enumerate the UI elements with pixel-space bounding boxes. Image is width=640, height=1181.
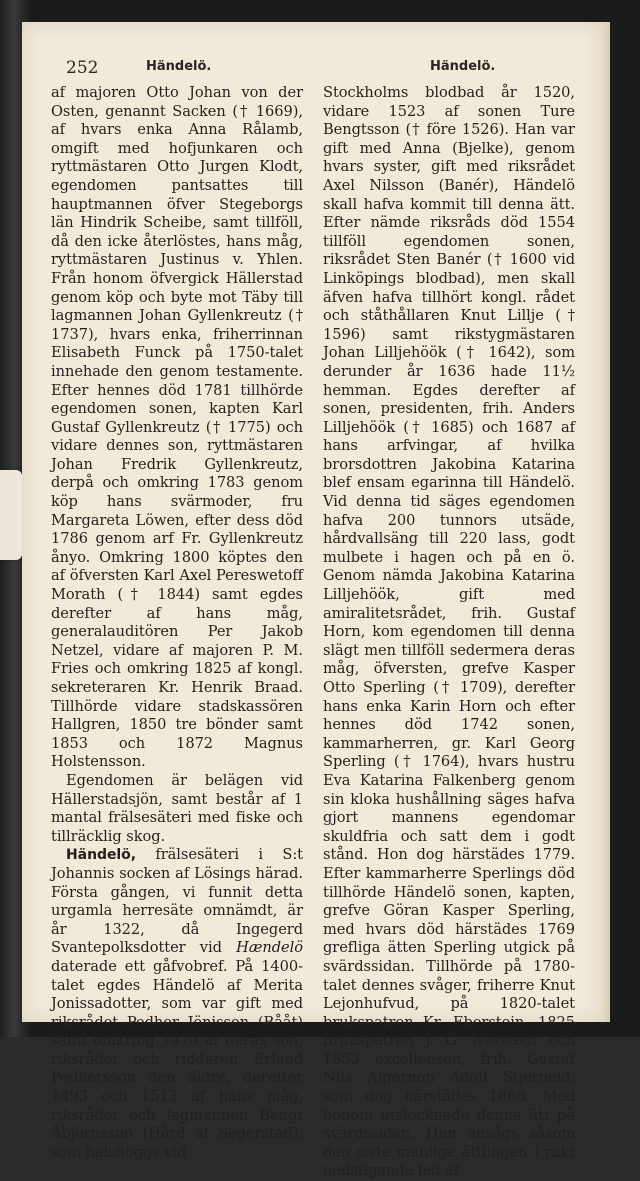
entry-text-start: frälsesäteri i S:t Johannis socken af Lösings härad. Första gången, vi funnit detta urgamla herresäte omnämdt, är år 1322, då Ingegerd Svantepolksdotter vid bbox=[51, 846, 303, 957]
entry-italic-name: Hændelö bbox=[236, 939, 303, 957]
right-column bbox=[323, 84, 575, 1181]
paragraph-handelo-continued: Stockholms blodbad år 1520, vidare 1523 af sonen Ture Bengtsson († före 1526). Han var gift med Anna (Bjelke), genom hvars syster, gift med riksrådet Axel Nilsson (Banér), Händelö skall hafva kommit till denna ätt. Efter nämde riksråds död 1554 tillföll egendomen sonen, riksrådet Sten Banér († 1600 vid Linköpings blodbad), men skall äfven hafva tillhört kongl. rådet och ståthållaren Knut Lillje († 1596) samt rikstygmästaren Johan Lilljehöök († 1642), som derunder år 1636 hade 11½ hemman. Egdes derefter af sonen, presidenten, frih. Anders Lilljehöök († 1685) och 1687 af hans arfvingar, af hvilka brorsdottren Jakobina Katarina blef ensam egarinna till Händelö. Vid denna tid säges egendomen hafva 200 tunnors utsäde, hårdvallsäng till 220 lass, godt mulbete i hagen och på en ö. Genom nämda Jakobina Katarina Lilljehöök, gift med amiralitetsrådet, frih. Gustaf Horn, kom egendomen till denna slägt men tillföll sedermera deras måg, öfversten, grefve Kasper Otto Sperling († 1709), derefter hans enka Karin Horn och efter hennes död 1742 sonen, kammarherren, gr. Karl Georg Sperling († 1764), hvars hustru Eva Katarina Falkenberg genom sin kloka hushållning säges hafva gjort mannens egendomar skuldfria och satt dem i godt stånd. Hon dog härstädes 1779. Efter kammarherre Sperlings död tillhörde Händelö sonen, kapten, grefve Göran Kasper Sperling, med hvars död härstädes 1769 grefliga ätten Sperling utgick på svärdssidan. Tillhörde på 1780-talet dennes svåger, friherre Knut Lejonhufvud, på 1820-talet brukspatron Kr. Eberstein, 1825 brukspatron J. G. Norstedt och 1853 excellensen, frih. Gustaf Nils Algernon Adolf Stjerneld, som dog härstädes 1868. Med honom utslocknade denna ätt på svärdssidan. Han ansågs såsom den siste manlige ättlingen i rakt nedstigande led af bbox=[323, 84, 575, 1180]
page-edge bbox=[602, 22, 610, 1022]
binding-tab bbox=[0, 470, 22, 560]
entry-handelo bbox=[51, 846, 303, 1162]
running-head-left: Händelö. bbox=[146, 59, 212, 74]
running-head-right: Händelö. bbox=[430, 59, 496, 74]
page-number: 252 bbox=[66, 58, 99, 78]
left-column bbox=[51, 84, 303, 1162]
entry-text-end: daterade ett gåfvobref. På 1400-talet egdes Händelö af Merita Jonissadotter, som var gift med riksrådet Pedher Jönisson (Bååt) samt omkring 1470 af deras son, riksrådet och riddaren Erland Pedhersson den äldre, derefter 1493 och 1513 af hans måg, riksrådet och lagmannen Bengt Åbjörnsson (Hård af Segerstad), som halshöggs vid bbox=[51, 957, 303, 1161]
paragraph-hallerstad-history: af majoren Otto Johan von der Osten, genannt Sacken († 1669), af hvars enka Anna Rålamb, omgift med hofjunkaren och ryttmästaren Otto Jurgen Klodt, egendomen pantsattes till hauptmannen öfver Stegeborgs län Hindrik Scheibe, samt tillföll, då den icke återlöstes, hans måg, ryttmästaren Justinus v. Yhlen. Från honom öfvergick Hällerstad genom köp och byte mot Täby till lagmannen Johan Gyllenkreutz († 1737), hvars enka, friherrinnan Elisabeth Funck på 1750-talet innehade den genom testamente. Efter hennes död 1781 tillhörde egendomen sonen, kapten Karl Gustaf Gyllenkreutz († 1775) och vidare dennes son, ryttmästaren Johan Fredrik Gyllenkreutz, derpå och omkring 1783 genom köp hans svärmoder, fru Margareta Löwen, efter dess död 1786 genom arf Fr. Gyllenkreutz ånyo. Omkring 1800 köptes den af öfversten Karl Axel Pereswetoff Morath († 1844) samt egdes derefter af hans måg, generalauditören Per Jakob Netzel, vidare af majoren P. M. Fries och omkring 1825 af kongl. sekreteraren Kr. Henrik Braad. Tillhörde vidare stadskassören Hallgren, 1850 tre bönder samt 1853 och 1872 Magnus Holstensson. bbox=[51, 84, 303, 771]
paragraph-hallerstad-location: Egendomen är belägen vid Hällerstadsjön, samt består af 1 mantal frälsesäteri med fiske och tillräcklig skog. bbox=[51, 771, 303, 845]
page-header bbox=[60, 58, 585, 80]
entry-title: Händelö, bbox=[66, 847, 136, 864]
